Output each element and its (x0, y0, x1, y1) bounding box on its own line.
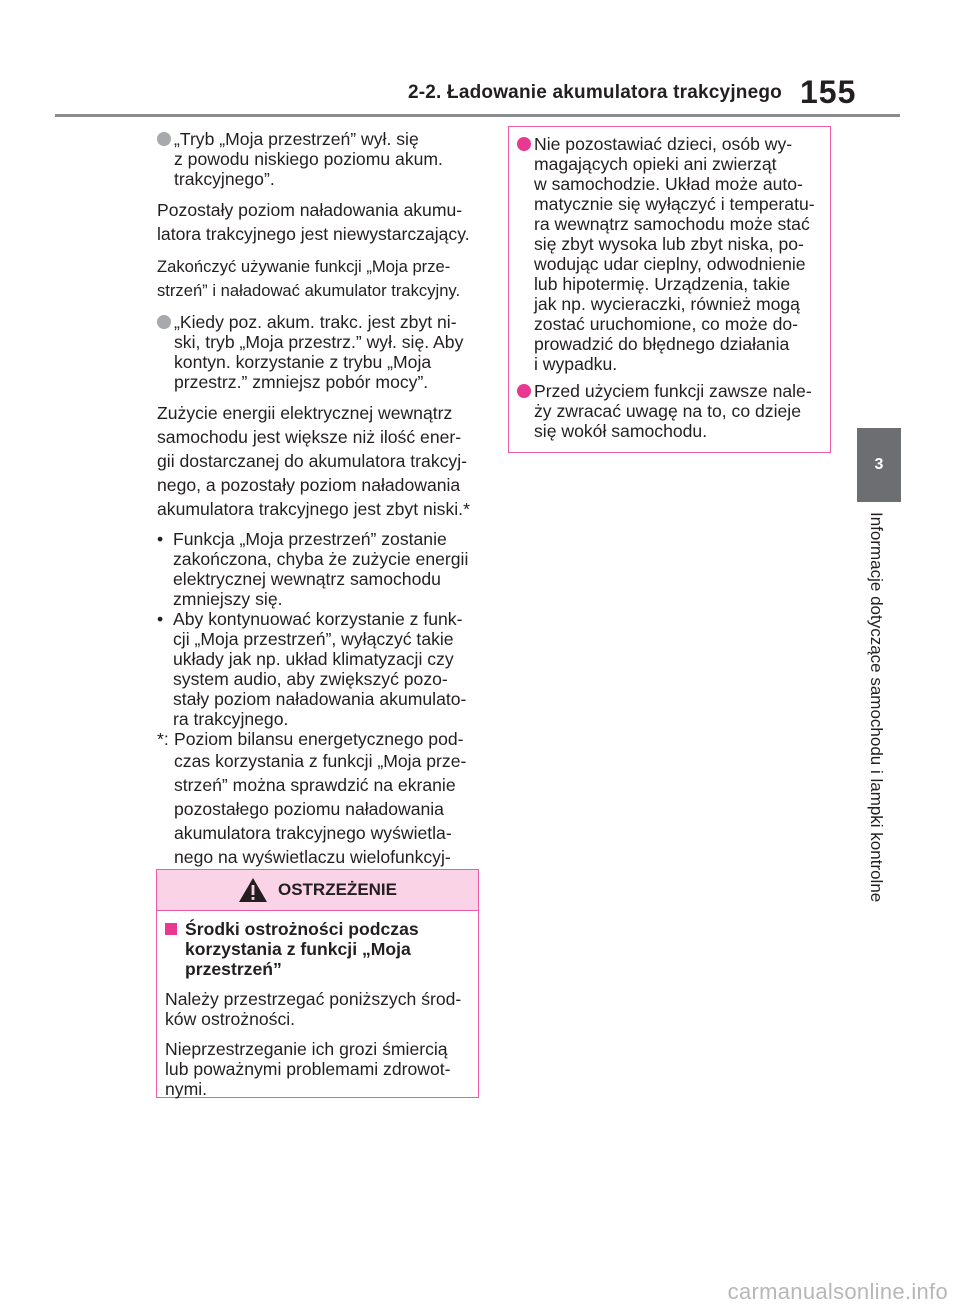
notes-list (157, 529, 482, 729)
warning-title: OSTRZEŻENIE (277, 880, 397, 899)
gray-bullet-icon (157, 315, 171, 329)
page-header-title: 2-2. Ładowanie akumulatora trakcyjnego (408, 82, 782, 103)
message-text: „Kiedy poz. akum. trakc. jest zbyt ni- ski, tryb „Moja przestrz.” wył. się. Aby kontyn. korzystanie z trybu „Moja przestrz.” zmniejsz pobór mocy”. (174, 312, 464, 392)
explanation-paragraph: Pozostały poziom naładowania akumu- latora trakcyjnego jest niewystarczający. (157, 200, 470, 244)
message-item-low-battery (157, 129, 482, 189)
warning-box (156, 869, 479, 1098)
pink-bullet-icon (517, 384, 531, 398)
left-column (157, 129, 482, 893)
watermark: carmanualsonline.info (727, 1279, 948, 1304)
pink-square-icon (165, 923, 177, 935)
warning-body (157, 911, 478, 1099)
explanation-paragraph: Zużycie energii elektrycznej wewnątrz samochodu jest większe niż ilość ener- gii dostarczanej do akumulatora trakcyj- nego, a pozostały poziom naładowania akumulatora trakcyjnego jest zbyt niski.* (157, 403, 470, 519)
footnote: *: Poziom bilansu energetycznego pod- czas korzystania z funkcji „Moja prze- strzeń” można sprawdzić na ekranie pozostałego poziomu naładowania akumulatora trakcyjnego wyświetla- nego na wyświetlaczu wielofunkcyj- (157, 729, 467, 867)
header-divider (55, 114, 900, 117)
page-number: 155 (800, 74, 857, 110)
warning-paragraph: Nieprzestrzeganie ich grozi śmiercią lub poważnymi problemami zdrowot- nymi. (165, 1039, 451, 1099)
gray-bullet-icon (157, 132, 171, 146)
list-item: • Funkcja „Moja przestrzeń” zostanie zakończona, chyba że zużycie energii elektrycznej wewnątrz samochodu zmniejszy się. (157, 529, 469, 609)
warning-header (157, 870, 478, 911)
message-text: „Tryb „Moja przestrzeń” wył. się z powodu niskiego poziomu akum. trakcyjnego”. (174, 129, 443, 189)
warning-triangle-icon (238, 877, 268, 903)
chapter-tab (857, 428, 901, 502)
warning-continuation-box (508, 126, 831, 453)
warning-paragraph: Należy przestrzegać poniższych środ- ków ostrożności. (165, 989, 462, 1029)
chapter-label: Informacje dotyczące samochodu i lampki kontrolne (867, 512, 886, 903)
warning-item-children: Nie pozostawiać dzieci, osób wy- magających opieki ani zwierząt w samochodzie. Układ może auto- matycznie się wyłączyć i temperatu- ra wewnątrz samochodu może stać się zbyt wysoka lub zbyt niska, po- wodując udar cieplny, odwodnienie lub hipotermię. Urządzenia, takie jak np. wycieraczki, również mogą zostać uruchomione, co może do- prowadzić do błędnego działania i wypadku. (517, 134, 822, 374)
message-item-too-low (157, 312, 482, 392)
warning-section-title: Środki ostrożności podczas korzystania z funkcji „Moja przestrzeń” (165, 919, 470, 979)
list-item: • Aby kontynuować korzystanie z funk- cji „Moja przestrzeń”, wyłączyć takie układy jak np. układ klimatyzacji czy system audio, aby zwiększyć pozo- stały poziom naładowania akumulato- ra trakcyjnego. (157, 609, 467, 729)
chapter-number: 3 (874, 456, 884, 473)
action-paragraph: Zakończyć używanie funkcji „Moja prze- strzeń” i naładować akumulator trakcyjny. (157, 257, 461, 300)
warning-item-surroundings: Przed użyciem funkcji zawsze nale- ży zwracać uwagę na to, co dzieje się wokół samochodu. (517, 381, 822, 441)
pink-bullet-icon (517, 137, 531, 151)
